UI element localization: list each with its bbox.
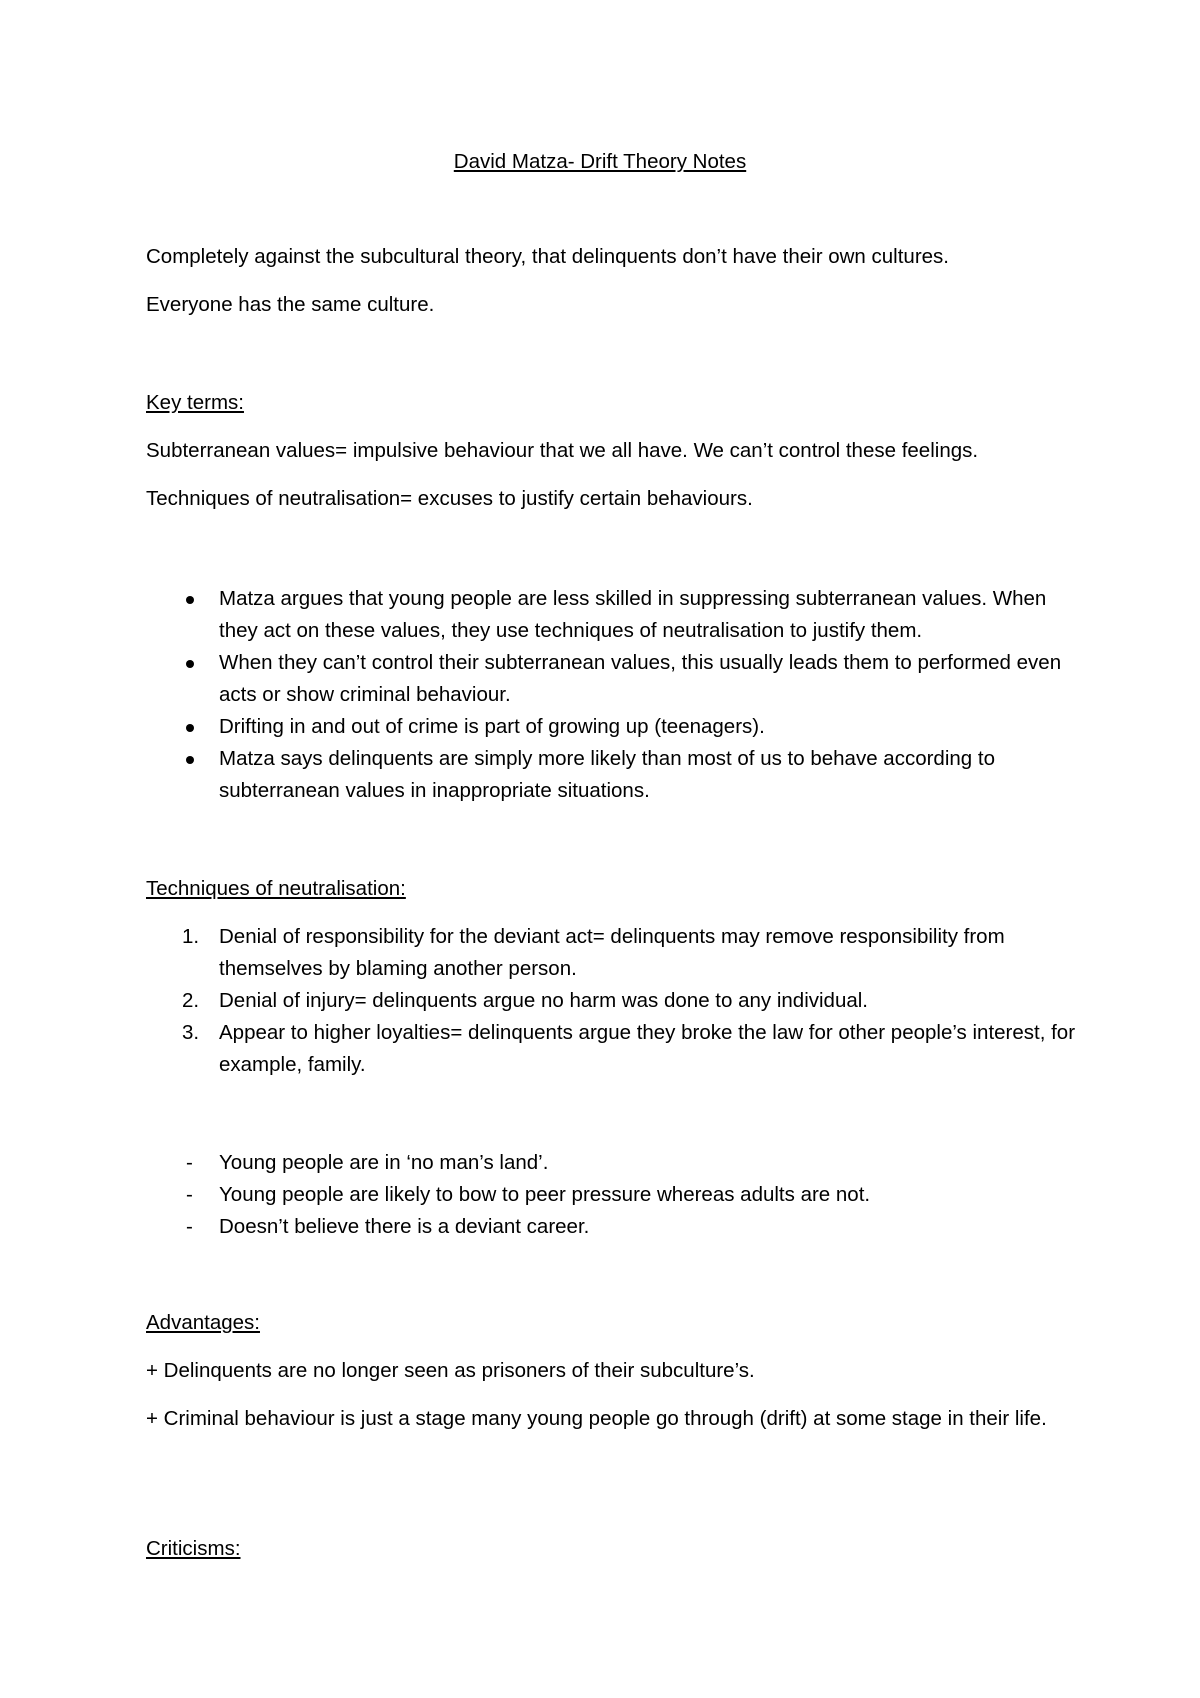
key-term-techniques-of-neutralisation: Techniques of neutralisation= excuses to justify certain behaviours.: [146, 487, 753, 510]
list-item: 1. Denial of responsibility for the deviant act= delinquents may remove responsibility from themselves by blaming another person.: [182, 925, 1005, 980]
list-item: - Young people are likely to bow to peer pressure whereas adults are not.: [146, 1179, 1076, 1211]
techniques-heading: Techniques of neutralisation:: [146, 877, 406, 900]
page-title: David Matza- Drift Theory Notes: [453, 150, 747, 173]
list-item: Matza argues that young people are less skilled in suppressing subterranean values. When they act on these values, they use techniques of neutralisation to justify them.: [146, 583, 1076, 647]
bullet-icon: [186, 596, 194, 604]
advantage-item: + Criminal behaviour is just a stage many young people go through (drift) at some stage in their life.: [146, 1407, 1047, 1430]
list-item: 2. Denial of injury= delinquents argue no harm was done to any individual.: [182, 989, 869, 1012]
list-item: 3. Appear to higher loyalties= delinquents argue they broke the law for other people’s interest, for example, family.: [182, 1021, 1076, 1076]
techniques-list: [146, 921, 1076, 1081]
dash-icon: -: [186, 1215, 193, 1238]
bullet-icon: [186, 756, 194, 764]
list-item: Matza says delinquents are simply more likely than most of us to behave according to subterranean values in inappropriate situations.: [146, 743, 1076, 807]
dash-list: [146, 1147, 1076, 1243]
list-item: - Doesn’t believe there is a deviant career.: [146, 1211, 1076, 1243]
list-item: Drifting in and out of crime is part of growing up (teenagers).: [146, 711, 1076, 743]
bullet-list: [146, 583, 1076, 807]
list-item: - Young people are in ‘no man’s land’.: [146, 1147, 1076, 1179]
dash-icon: -: [186, 1151, 193, 1174]
advantage-item: + Delinquents are no longer seen as prisoners of their subculture’s.: [146, 1359, 755, 1382]
intro-paragraph-1: Completely against the subcultural theory, that delinquents don’t have their own cultures.: [146, 245, 950, 268]
advantages-heading: Advantages:: [146, 1311, 260, 1334]
list-item: When they can’t control their subterranean values, this usually leads them to performed even acts or show criminal behaviour.: [146, 647, 1076, 711]
bullet-icon: [186, 724, 194, 732]
dash-icon: -: [186, 1183, 193, 1206]
intro-paragraph-2: Everyone has the same culture.: [146, 293, 435, 316]
bullet-icon: [186, 660, 194, 668]
key-terms-heading: Key terms:: [146, 391, 244, 414]
criticisms-heading: Criticisms:: [146, 1537, 241, 1560]
key-term-subterranean-values: Subterranean values= impulsive behaviour that we all have. We can’t control these feelings.: [146, 439, 979, 462]
